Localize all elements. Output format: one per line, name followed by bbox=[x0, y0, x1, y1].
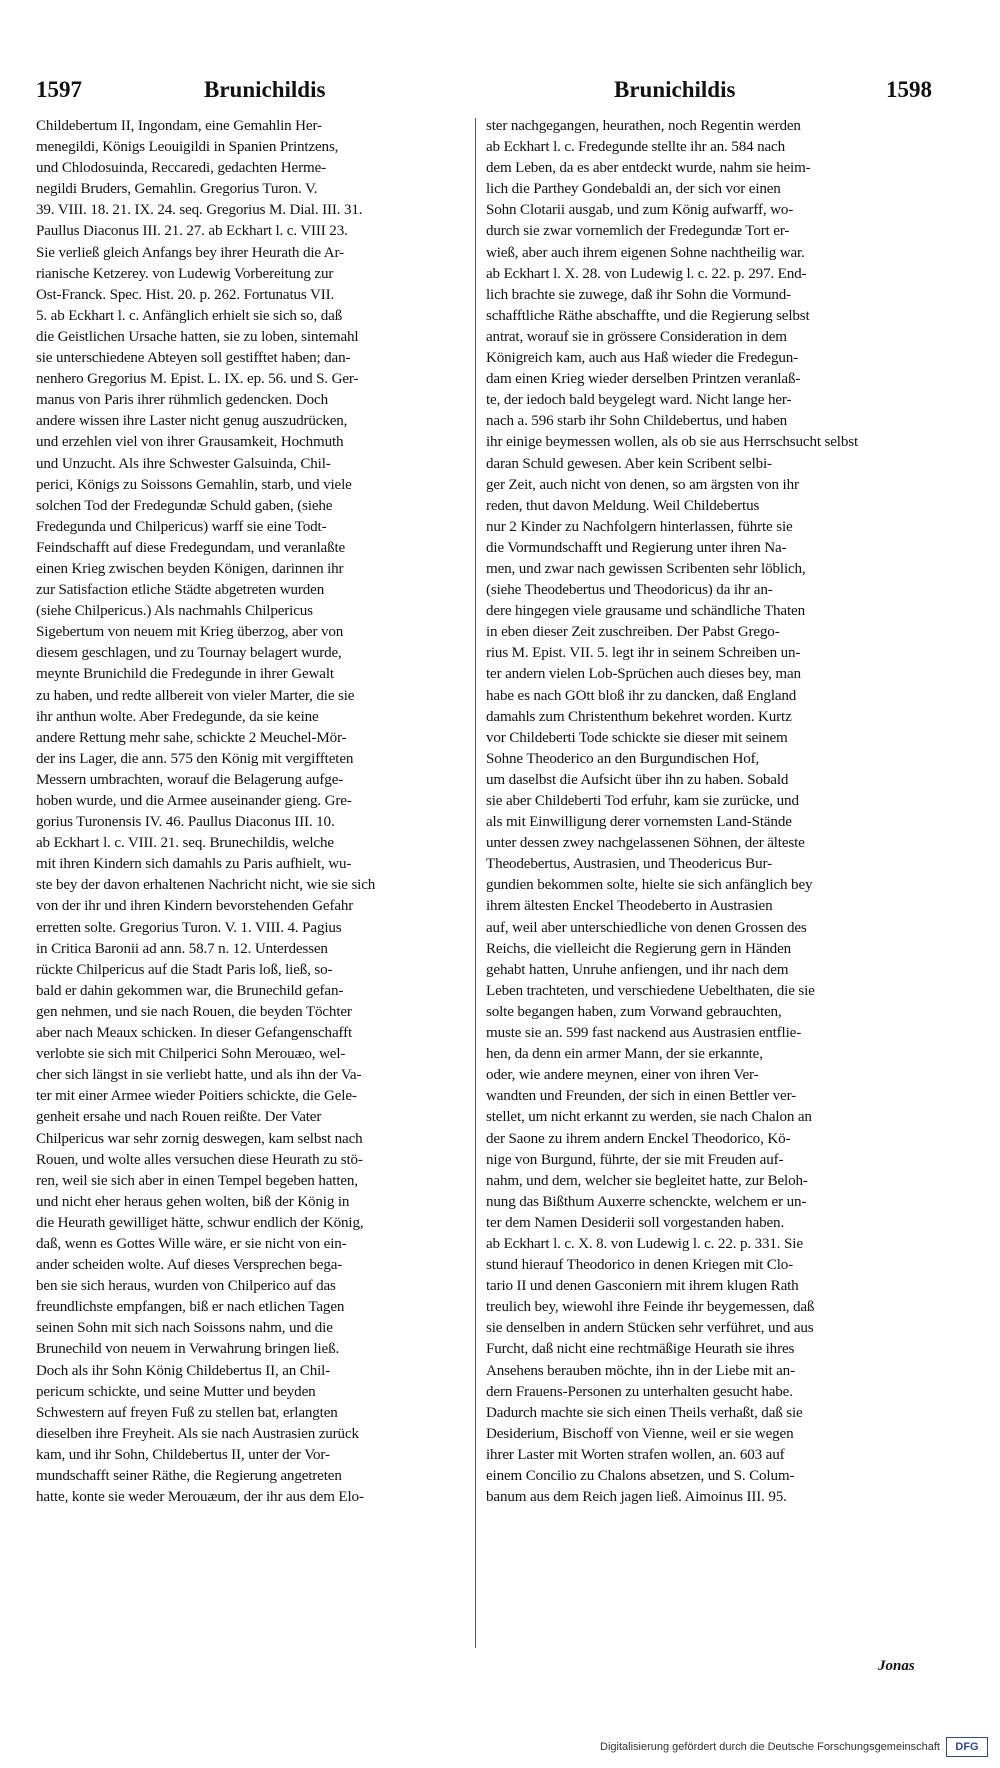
text-line: nige von Burgund, führte, der sie mit Freuden auf- bbox=[486, 1151, 784, 1168]
text-line: Leben trachteten, und verschiedene Uebelthaten, die sie bbox=[486, 982, 815, 999]
text-line: 5. ab Eckhart l. c. Anfänglich erhielt sie sich so, daß bbox=[36, 307, 343, 324]
text-line: antrat, worauf sie in grössere Consideration in dem bbox=[486, 328, 787, 345]
text-line: aber nach Meaux schicken. In dieser Gefangenschafft bbox=[36, 1025, 353, 1042]
text-line: gehabt hatten, Unruhe anfiengen, und ihr nach dem bbox=[486, 961, 789, 978]
text-line: rianische Ketzerey. von Ludewig Vorbereitung zur bbox=[36, 265, 334, 282]
text-line: gen nehmen, und sie nach Rouen, die beyden Töchter bbox=[36, 1003, 352, 1020]
text-line: dam einen Krieg wieder derselben Printzen veranlaß- bbox=[486, 371, 801, 388]
text-line: durch sie zwar vornemlich der Fredegundæ Tort er- bbox=[486, 223, 790, 240]
text-line: solte begangen haben, zum Vorwand gebrauchten, bbox=[486, 1003, 782, 1020]
text-line: als mit Einwilligung derer vornemsten Land-Stände bbox=[486, 814, 792, 831]
text-line: ste bey der davon erhaltenen Nachricht nicht, wie sie sich bbox=[36, 877, 376, 894]
text-line: daran Schuld gewesen. Aber kein Scribent selbi- bbox=[486, 455, 772, 472]
text-line: bald er dahin gekommen war, die Brunechild gefan- bbox=[36, 982, 344, 999]
text-line: erretten solte. Gregorius Turon. V. 1. VIII. 4. Pagius bbox=[36, 919, 342, 936]
text-line: rückte Chilpericus auf die Stadt Paris loß, ließ, so- bbox=[36, 961, 333, 978]
text-line: ihr einige beymessen wollen, als ob sie aus Herrschsucht selbst bbox=[486, 434, 858, 451]
text-line: Reichs, die vielleicht die Regierung gern in Händen bbox=[486, 940, 792, 957]
text-line: Sohne Theoderico an den Burgundischen Hof, bbox=[486, 750, 760, 767]
text-line: dem Leben, da es aber entdeckt wurde, nahm sie heim- bbox=[486, 160, 811, 177]
text-line: wieß, aber auch ihrem eigenen Sohne nachtheilig war. bbox=[486, 244, 805, 261]
text-line: der ins Lager, die ann. 575 den König mit vergiffteten bbox=[36, 750, 354, 767]
text-line: nung das Bißthum Auxerre schenckte, welchem er un- bbox=[486, 1193, 807, 1210]
text-line: Chilpericus war sehr zornig deswegen, kam selbst nach bbox=[36, 1130, 363, 1147]
text-line: Brunechild von neuem in Verwahrung bringen ließ. bbox=[36, 1341, 340, 1358]
text-line: sie unterschiedene Abteyen soll gestifftet haben; dan- bbox=[36, 350, 351, 367]
text-line: um daselbst die Aufsicht über ihn zu haben. Sobald bbox=[486, 771, 789, 788]
text-line: sie denselben in andern Stücken sehr verführet, und aus bbox=[486, 1320, 814, 1337]
text-line: reden, thut davon Meldung. Weil Childebertus bbox=[486, 497, 760, 514]
text-line: tario II und denen Gasconiern mit ihrem klugen Rath bbox=[486, 1278, 799, 1295]
text-line: ben sie sich heraus, wurden von Chilperico auf das bbox=[36, 1278, 336, 1295]
text-line: ab Eckhart l. c. VIII. 21. seq. Brunechildis, welche bbox=[36, 835, 334, 852]
text-line: nach a. 596 starb ihr Sohn Childebertus, und haben bbox=[486, 413, 788, 430]
text-line: hoben wurde, und die Armee auseinander gieng. Gre- bbox=[36, 793, 352, 809]
page-number-left: 1597 bbox=[36, 77, 82, 102]
catchword: Jonas bbox=[878, 1658, 915, 1674]
text-line: treulich bey, wiewohl ihre Feinde ihr beygemessen, daß bbox=[486, 1299, 815, 1316]
text-line: ter mit einer Armee wieder Poitiers schickte, die Gele- bbox=[36, 1088, 357, 1105]
text-line: Sohn Clotarii ausgab, und zum König aufwarff, wo- bbox=[486, 202, 794, 219]
text-line: lich brachte sie zuwege, daß ihr Sohn die Vormund- bbox=[486, 286, 792, 303]
text-line: zu haben, und redte allbereit von vieler Marter, die sie bbox=[36, 687, 355, 704]
text-line: vor Childeberti Tode schickte sie dieser mit seinem bbox=[486, 729, 788, 746]
text-line: seinen Sohn mit sich nach Soissons nahm, und die bbox=[36, 1320, 333, 1337]
text-line: Ansehens berauben möchte, ihn in der Liebe mit an- bbox=[486, 1362, 795, 1379]
text-line: der Saone zu ihrem andern Enckel Theodorico, Kö- bbox=[486, 1130, 791, 1147]
digitization-footer bbox=[600, 1737, 988, 1757]
text-line: oder, wie andere meynen, einer von ihren Ver- bbox=[486, 1067, 759, 1084]
text-line: pericum schickte, und seine Mutter und beyden bbox=[36, 1383, 316, 1400]
text-line: damahls zum Christenthum bekehret worden. Kurtz bbox=[486, 708, 792, 725]
running-head-left: Brunichildis bbox=[204, 77, 326, 102]
text-line: schafftliche Räthe abschaffte, und die Regierung selbst bbox=[486, 307, 810, 324]
text-line: solchen Tod der Fredegundæ Schuld gaben, (siehe bbox=[36, 497, 333, 514]
text-line: und nicht eher heraus gehen wolten, biß der König in bbox=[36, 1193, 350, 1210]
text-line: (siehe Theodebertus und Theodoricus) da ihr an- bbox=[486, 582, 773, 599]
text-column-right bbox=[486, 116, 930, 1508]
text-line: daß, wenn es Gottes Wille wäre, er sie nicht von ein- bbox=[36, 1235, 347, 1252]
text-line: perici, Königs zu Soissons Gemahlin, starb, und viele bbox=[36, 476, 352, 493]
text-column-left bbox=[36, 116, 468, 1508]
text-line: hen, da denn ein armer Mann, der sie erkannte, bbox=[486, 1046, 763, 1063]
text-line: ger Zeit, auch nicht von denen, so am ärgsten von ihr bbox=[486, 476, 799, 493]
text-line: mit ihren Kindern sich damahls zu Paris aufhielt, wu- bbox=[36, 856, 352, 873]
text-line: und Unzucht. Als ihre Schwester Galsuinda, Chil- bbox=[36, 455, 331, 472]
text-line: Schwestern auf freyen Fuß zu stellen bat, erlangten bbox=[36, 1404, 338, 1421]
text-line: einem Concilio zu Chalons absetzen, und S. Colum- bbox=[486, 1468, 795, 1484]
text-line: Messern umbrachten, worauf die Belagerung aufge- bbox=[36, 771, 344, 788]
text-line: muste sie an. 599 fast nackend aus Austrasien entflie- bbox=[486, 1025, 802, 1042]
dfg-logo: DFG bbox=[946, 1737, 988, 1757]
text-line: Theodebertus, Austrasien, und Theodericus Bur- bbox=[486, 856, 772, 873]
text-line: banum aus dem Reich jagen ließ. Aimoinus III. 95. bbox=[486, 1489, 787, 1506]
text-line: Königreich kam, auch aus Haß wieder die Fredegun- bbox=[486, 350, 799, 367]
text-line: hatte, konte sie weder Merouæum, der ihr aus dem Elo- bbox=[36, 1489, 364, 1506]
text-line: freundlichste empfangen, biß er nach etlichen Tagen bbox=[36, 1299, 345, 1316]
text-line: men, und zwar nach gewissen Scribenten sehr löblich, bbox=[486, 560, 806, 577]
text-line: Childebertum II, Ingondam, eine Gemahlin Her- bbox=[36, 118, 322, 134]
text-line: stund hierauf Theodorico in denen Kriegen mit Clo- bbox=[486, 1257, 794, 1274]
text-line: ihr anthun wolte. Aber Fredegunde, da sie keine bbox=[36, 708, 319, 725]
text-line: Sigebertum von neuem mit Krieg überzog, aber von bbox=[36, 624, 344, 641]
text-line: gundien bekommen solte, hielte sie sich anfänglich bey bbox=[486, 877, 813, 894]
text-line: einen Krieg zwischen beyden Königen, darinnen ihr bbox=[36, 560, 344, 577]
text-line: cher sich längst in sie verliebt hatte, und als ihn der Va- bbox=[36, 1067, 362, 1084]
text-line: dere hingegen viele grausame und schändliche Thaten bbox=[486, 603, 805, 620]
page-header bbox=[36, 72, 932, 106]
text-line: ihrem ältesten Enckel Theodeberto in Austrasien bbox=[486, 898, 773, 915]
page-number-right: 1598 bbox=[886, 77, 932, 102]
text-line: diesem geschlagen, und zu Tournay belagert wurde, bbox=[36, 645, 342, 662]
text-line: Dadurch machte sie sich einen Theils verhaßt, daß sie bbox=[486, 1404, 803, 1421]
text-line: zur Satisfaction etliche Städte abgetreten wurden bbox=[36, 582, 325, 599]
text-line: menegildi, Königs Leouigildi in Spanien Printzens, bbox=[36, 139, 339, 156]
text-line: Furcht, daß nicht eine rechtmäßige Heurath sie ihres bbox=[486, 1341, 795, 1358]
text-line: ren, weil sie sich aber in einen Tempel begeben hatten, bbox=[36, 1172, 358, 1189]
text-line: te, der iedoch bald beygelegt ward. Nicht lange her- bbox=[486, 392, 792, 409]
text-line: ter andern vielen Lob-Sprüchen auch dieses bey, man bbox=[486, 666, 801, 683]
text-line: (siehe Chilpericus.) Als nachmahls Chilpericus bbox=[36, 603, 313, 620]
text-line: Ost-Franck. Spec. Hist. 20. p. 262. Fortunatus VII. bbox=[36, 286, 335, 303]
text-line: lich die Parthey Gondebaldi an, der sich vor einen bbox=[486, 181, 781, 198]
text-line: in eben dieser Zeit zuschreiben. Der Pabst Grego- bbox=[486, 624, 780, 641]
text-line: manus von Paris ihrer rühmlich gedencken. Doch bbox=[36, 392, 328, 409]
text-line: 39. VIII. 18. 21. IX. 24. seq. Gregorius M. Dial. III. 31. bbox=[36, 202, 363, 219]
text-line: Desiderium, Bischoff von Vienne, weil er sie wegen bbox=[486, 1425, 794, 1442]
text-line: auf, weil aber unterschiedliche von denen Grossen des bbox=[486, 919, 807, 936]
text-line: andere wissen ihre Laster nicht genug auszudrücken, bbox=[36, 413, 348, 430]
text-line: Fredegunda und Chilpericus) warff sie eine Todt- bbox=[36, 518, 327, 535]
text-line: in Critica Baronii ad ann. 58.7 n. 12. Unterdessen bbox=[36, 940, 328, 957]
text-line: ab Eckhart l. X. 28. von Ludewig l. c. 22. p. 297. End- bbox=[486, 265, 807, 282]
text-line: ster nachgegangen, heurathen, noch Regentin werden bbox=[486, 118, 801, 134]
text-line: meynte Brunichild die Fredegunde in ihrer Gewalt bbox=[36, 666, 334, 683]
text-line: habe es nach GOtt bloß ihr zu dancken, daß England bbox=[486, 687, 797, 704]
text-line: Feindschafft auf diese Fredegundam, und veranlaßte bbox=[36, 539, 346, 556]
text-line: andere Rettung mehr sahe, schickte 2 Meuchel-Mör- bbox=[36, 729, 347, 746]
text-line: nahm, und dem, welcher sie begleitet hatte, zur Beloh- bbox=[486, 1172, 808, 1189]
text-line: und Chlodosuinda, Reccaredi, gedachten Herme- bbox=[36, 160, 326, 177]
text-line: genheit ersahe und nach Rouen reißte. Der Vater bbox=[36, 1109, 322, 1126]
text-line: Doch als ihr Sohn König Childebertus II, an Chil- bbox=[36, 1362, 331, 1379]
column-divider bbox=[475, 118, 476, 1648]
text-line: rius M. Epist. VII. 5. legt ihr in seinem Schreiben un- bbox=[486, 645, 801, 662]
text-line: Sie verließ gleich Anfangs bey ihrer Heurath die Ar- bbox=[36, 244, 344, 261]
text-line: und erzehlen viel von ihrer Grausamkeit, Hochmuth bbox=[36, 434, 344, 451]
text-line: dieselben ihre Freyheit. Als sie nach Austrasien zurück bbox=[36, 1425, 359, 1442]
text-line: die Geistlichen Ursache hatten, sie zu loben, sintemahl bbox=[36, 328, 359, 345]
text-line: stellet, um nicht erkannt zu werden, sie nach Chalon an bbox=[486, 1109, 812, 1126]
text-line: mundschafft seiner Räthe, die Regierung angetreten bbox=[36, 1468, 342, 1484]
text-line: Paullus Diaconus III. 21. 27. ab Eckhart l. c. VIII 23. bbox=[36, 223, 348, 240]
text-line: ihrer Laster mit Worten strafen wollen, an. 603 auf bbox=[486, 1446, 785, 1463]
text-line: kam, und ihr Sohn, Childebertus II, unter der Vor- bbox=[36, 1446, 330, 1463]
text-line: sie aber Childeberti Tod erfuhr, kam sie zurücke, und bbox=[486, 793, 799, 809]
text-line: ab Eckhart l. c. X. 8. von Ludewig l. c. 22. p. 331. Sie bbox=[486, 1235, 803, 1252]
text-line: Rouen, und wolte alles versuchen diese Heurath zu stö- bbox=[36, 1151, 363, 1168]
text-line: ander scheiden wolte. Auf dieses Versprechen bega- bbox=[36, 1257, 343, 1274]
text-line: nenhero Gregorius M. Epist. L. IX. ep. 56. und S. Ger- bbox=[36, 371, 359, 388]
text-line: nur 2 Kinder zu Nachfolgern hinterlassen, führte sie bbox=[486, 518, 793, 535]
text-line: unter dessen zwey nachgelassenen Söhnen, der älteste bbox=[486, 835, 805, 852]
text-line: dern Frauens-Personen zu unterhalten gesucht habe. bbox=[486, 1383, 793, 1400]
text-line: wandten und Freunden, der sich in einen Bettler ver- bbox=[486, 1088, 797, 1105]
text-line: die Vormundschafft und Regierung unter ihren Na- bbox=[486, 539, 787, 556]
footer-credit: Digitalisierung gefördert durch die Deutsche Forschungsgemeinschaft bbox=[600, 1741, 940, 1753]
text-line: gorius Turonensis IV. 46. Paullus Diaconus III. 10. bbox=[36, 814, 335, 831]
text-line: von der ihr und ihren Kindern bevorstehenden Gefahr bbox=[36, 898, 354, 915]
running-head-right: Brunichildis bbox=[614, 77, 736, 102]
text-line: die Heurath gewilliget hätte, schwur endlich der König, bbox=[36, 1214, 364, 1231]
text-line: verlobte sie sich mit Chilperici Sohn Merouæo, wel- bbox=[36, 1046, 346, 1063]
text-line: ab Eckhart l. c. Fredegunde stellte ihr an. 584 nach bbox=[486, 139, 785, 156]
text-line: ter dem Namen Desiderii soll vorgestanden haben. bbox=[486, 1214, 785, 1231]
text-line: negildi Bruders, Gemahlin. Gregorius Turon. V. bbox=[36, 181, 318, 198]
